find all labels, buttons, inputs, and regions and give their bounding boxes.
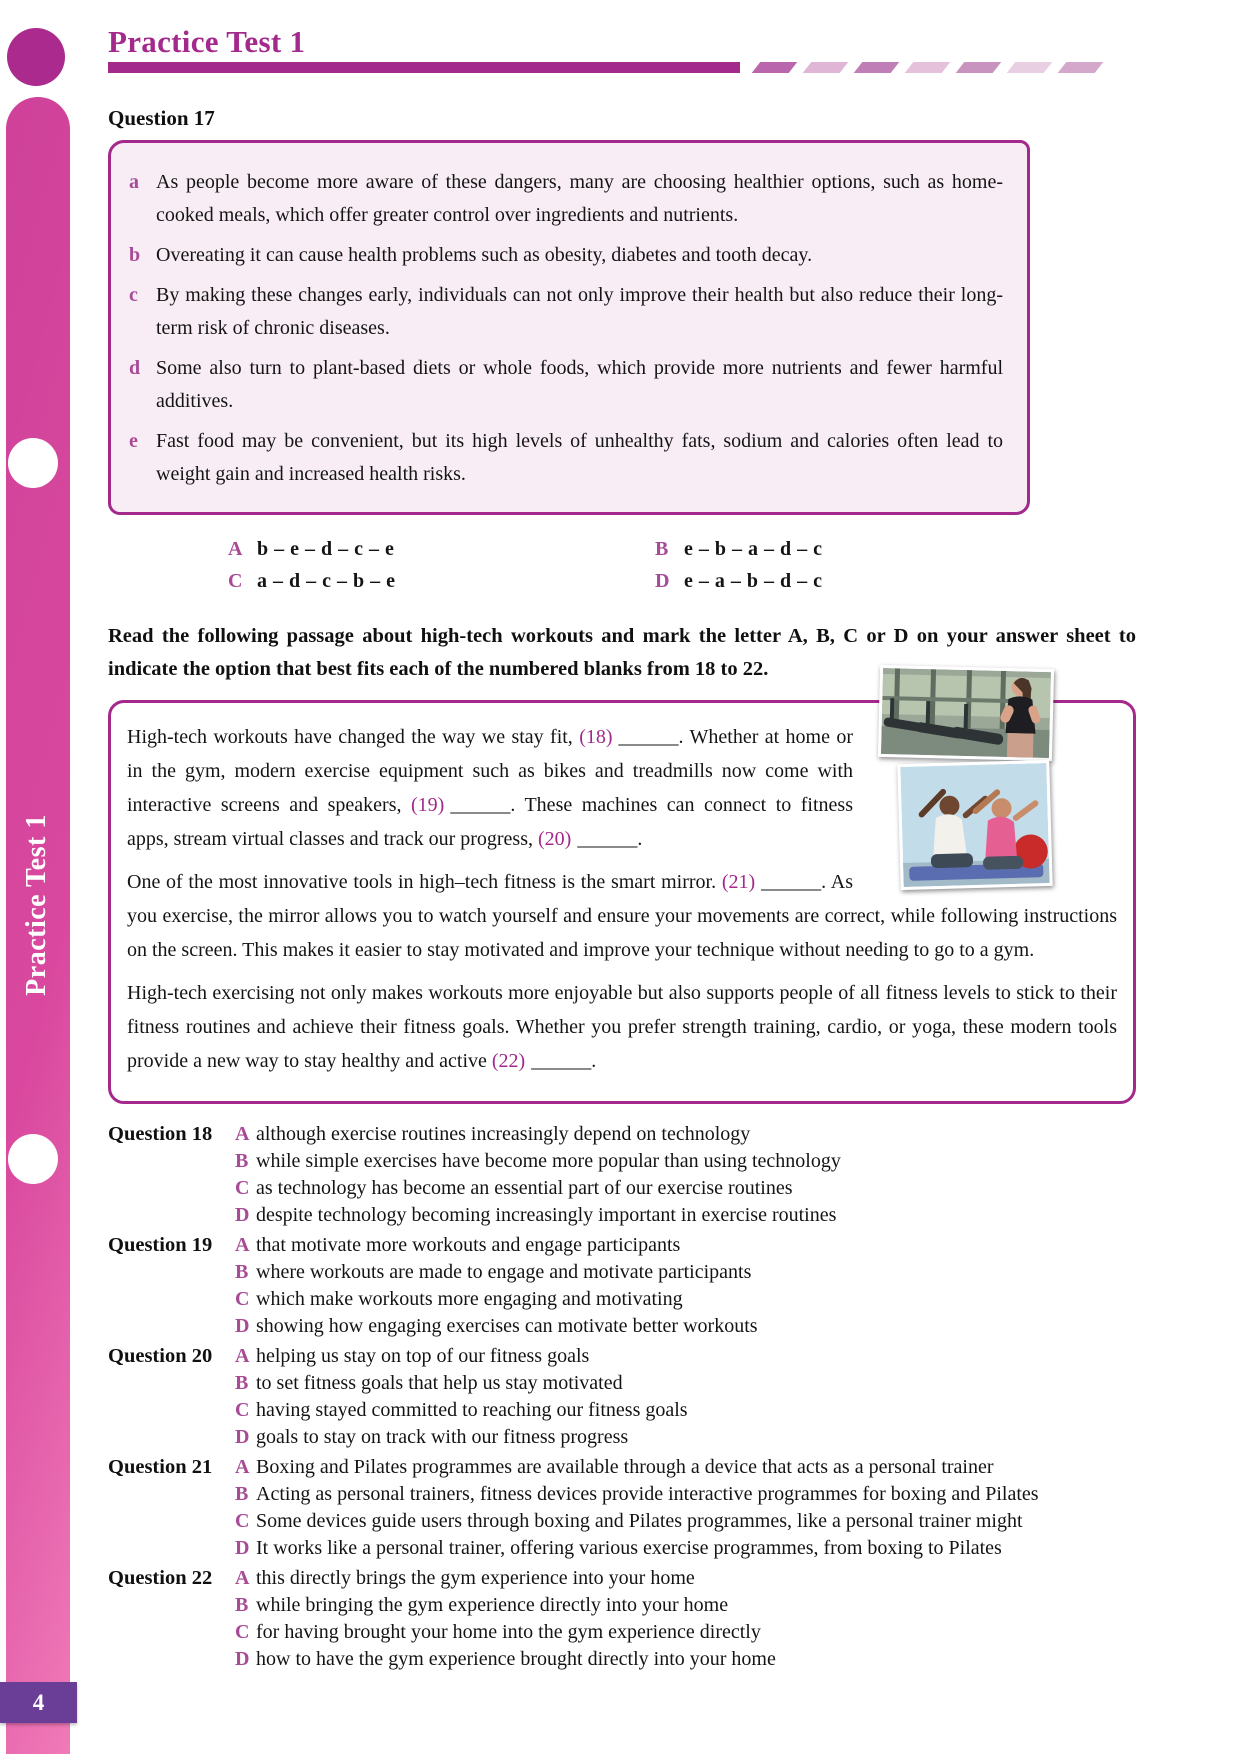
option-text: for having brought your home into the gym experience directly [256,1621,761,1643]
title-stripe [752,62,798,73]
option-letter: e [129,430,138,452]
option-letter: a [129,171,139,193]
question-options [235,1121,1057,1229]
question-label: Question 18 [108,1123,213,1145]
question-block [108,1454,1136,1562]
option-text: Some devices guide users through boxing and Pilates programmes, like a personal trainer might [256,1510,1023,1532]
question-option [235,1259,1057,1286]
blank-line: ______ [761,871,822,893]
answer-sequence: e – b – a – d – c [684,538,823,560]
answer-letter: D [655,570,670,592]
option-text: helping us stay on top of our fitness goals [256,1345,590,1367]
blank-line: ______ [577,828,638,850]
title-stripe [854,62,900,73]
answer-sequence: b – e – d – c – e [257,538,395,560]
title-stripe [1007,62,1053,73]
passage-text: . [637,828,643,850]
question-options [235,1232,1057,1340]
question-label: Question 21 [108,1456,213,1478]
question-option [235,1343,1057,1370]
question-label: Question 22 [108,1567,213,1589]
blank-number: (19) [411,794,445,816]
question-options [235,1343,1057,1451]
option-letter: c [129,284,138,306]
option-letter: C [235,1399,250,1421]
option-text: while simple exercises have become more popular than using technology [256,1150,841,1172]
answer-sequence: e – a – b – d – c [684,570,823,592]
answer-choice-A [228,535,655,564]
passage-text: High-tech exercising not only makes workouts more enjoyable but also supports people of all fitness levels to stick to their fitness routines and achieve their fitness goals. Whether you prefer strength training, cardio, or yoga, these modern tools provide a new way to stay healthy and active [127,982,1117,1072]
question-option [235,1121,1057,1148]
option-text: as technology has become an essential part of our exercise routines [256,1177,793,1199]
option-letter: C [235,1177,250,1199]
blank-line: ______ [618,726,679,748]
option-text: this directly brings the gym experience into your home [256,1567,695,1589]
option-letter: C [235,1621,250,1643]
jumbled-sentence-a [129,166,1003,232]
question-option [235,1592,1057,1619]
question-label: Question 20 [108,1345,213,1367]
question-option [235,1535,1057,1562]
answer-letter: B [655,538,669,560]
option-letter: B [235,1150,249,1172]
question-option [235,1424,1057,1451]
question-option [235,1454,1057,1481]
question-17-options-box [108,140,1030,515]
option-letter: B [235,1372,249,1394]
question-block [108,1121,1136,1229]
question-option [235,1175,1057,1202]
option-text: where workouts are made to engage and motivate participants [256,1261,752,1283]
instruction-text: Read the following passage about high-tech workouts and mark the letter A, B, C or D on your answer sheet to indicate the option that best fits each of the numbered blanks from 18 to 22. [108,625,1136,680]
option-text: having stayed committed to reaching our fitness goals [256,1399,688,1421]
title-stripe [956,62,1002,73]
option-text: As people become more aware of these dangers, many are choosing healthier options, such as home-cooked meals, which offer greater control over ingredients and nutrients. [156,171,1003,226]
question-options [235,1565,1057,1673]
page-number-value: 4 [32,1689,45,1715]
blank-number: (20) [538,828,572,850]
option-letter: D [235,1537,250,1559]
option-letter: A [235,1123,250,1145]
option-text: to set fitness goals that help us stay motivated [256,1372,623,1394]
option-text: Overeating it can cause health problems such as obesity, diabetes and tooth decay. [156,244,813,266]
page-title: Practice Test 1 [108,24,306,59]
title-rule-bar [108,62,740,73]
question-options [235,1454,1057,1562]
answer-letter: C [228,570,243,592]
question-option [235,1481,1057,1508]
option-letter: C [235,1288,250,1310]
blank-number: (18) [579,726,613,748]
sidebar-vertical-label: Practice Test 1 [21,814,52,996]
passage-text: One of the most innovative tools in high–tech fitness is the smart mirror. [127,871,722,893]
page-number [0,1682,77,1723]
floor-exercise-photo [897,760,1052,890]
option-text: Fast food may be convenient, but its high levels of unhealthy fats, sodium and calories often lead to weight gain and increased health risks. [156,430,1003,485]
question-option [235,1508,1057,1535]
gym-treadmill-photo [878,665,1054,761]
option-letter: d [129,357,141,379]
option-text: Acting as personal trainers, fitness devices provide interactive programmes for boxing and Pilates [256,1483,1039,1505]
question-option [235,1619,1057,1646]
question-option [235,1646,1057,1673]
option-letter: A [235,1234,250,1256]
title-stripe [905,62,951,73]
title-rule-stripes [756,62,1136,73]
question-option [235,1397,1057,1424]
passage-photos [869,667,1119,888]
blank-line: ______ [450,794,511,816]
passage-text: High-tech workouts have changed the way we stay fit, [127,726,580,748]
option-letter: b [129,244,141,266]
title-rule [108,62,1136,73]
passage-text: . Whether at home or in the gym, modern exercise equipment such as bikes and treadmills now come with interactive screens and speakers, [127,726,854,816]
answer-choice-C [228,567,655,596]
option-text: that motivate more workouts and engage participants [256,1234,681,1256]
answer-choice-D [655,567,1136,596]
question-block [108,1232,1136,1340]
question-option [235,1148,1057,1175]
option-letter: A [235,1345,250,1367]
passage-text: . [591,1050,597,1072]
option-text: By making these changes early, individuals can not only improve their health but also reduce their long-term risk of chronic diseases. [156,284,1003,339]
sidebar-top-dot [7,28,65,86]
question-block [108,1565,1136,1673]
blank-number: (22) [491,1050,526,1072]
option-letter: B [235,1261,249,1283]
option-text: goals to stay on track with our fitness progress [256,1426,629,1448]
jumbled-sentence-d [129,352,1003,418]
jumbled-sentence-b [129,239,1003,272]
option-letter: D [235,1426,250,1448]
option-text: how to have the gym experience brought directly into your home [256,1648,776,1670]
blank-number: (21) [721,871,756,893]
option-text: It works like a personal trainer, offering various exercise programmes, from boxing to Pilates [256,1537,1002,1559]
option-letter: A [235,1456,250,1478]
option-text: despite technology becoming increasingly important in exercise routines [256,1204,837,1226]
question-label: Question 19 [108,1234,213,1256]
option-letter: D [235,1648,250,1670]
sidebar-punch-hole [8,438,58,488]
option-text: which make workouts more engaging and motivating [256,1288,683,1310]
option-text: while bringing the gym experience directly into your home [256,1594,729,1616]
question-17-heading: Question 17 [108,106,215,130]
option-text: although exercise routines increasingly depend on technology [256,1123,751,1145]
passage-box [108,700,1136,1104]
question-option [235,1286,1057,1313]
main-content [108,0,1136,1676]
passage-text: . As you exercise, the mirror allows you to watch yourself and ensure your movements are correct, while following instructions on the screen. This makes it easier to stay motivated and improve your technique without needing to go to a gym. [127,871,1117,961]
option-letter: C [235,1510,250,1532]
question-option [235,1202,1057,1229]
question-block [108,1343,1136,1451]
sidebar-punch-hole [8,1134,58,1184]
option-text: Boxing and Pilates programmes are available through a device that acts as a personal trainer [256,1456,994,1478]
jumbled-sentence-e [129,425,1003,491]
option-letter: B [235,1483,249,1505]
question-17-answers [228,535,1136,596]
title-stripe [1058,62,1104,73]
option-letter: A [235,1567,250,1589]
passage-paragraph [127,976,1117,1078]
question-option [235,1232,1057,1259]
passage-text: . These machines can connect to fitness apps, stream virtual classes and track our progress, [127,794,853,850]
option-letter: D [235,1204,250,1226]
answer-letter: A [228,538,243,560]
questions-18-22 [108,1121,1136,1673]
option-text: Some also turn to plant-based diets or whole foods, which provide more nutrients and fewer harmful additives. [156,357,1003,412]
question-option [235,1370,1057,1397]
option-text: showing how engaging exercises can motivate better workouts [256,1315,758,1337]
option-letter: B [235,1594,249,1616]
question-option [235,1313,1057,1340]
title-stripe [803,62,849,73]
answer-sequence: a – d – c – b – e [257,570,396,592]
answer-choice-B [655,535,1136,564]
option-letter: D [235,1315,250,1337]
jumbled-sentence-c [129,279,1003,345]
question-option [235,1565,1057,1592]
blank-line: ______ [531,1050,592,1072]
